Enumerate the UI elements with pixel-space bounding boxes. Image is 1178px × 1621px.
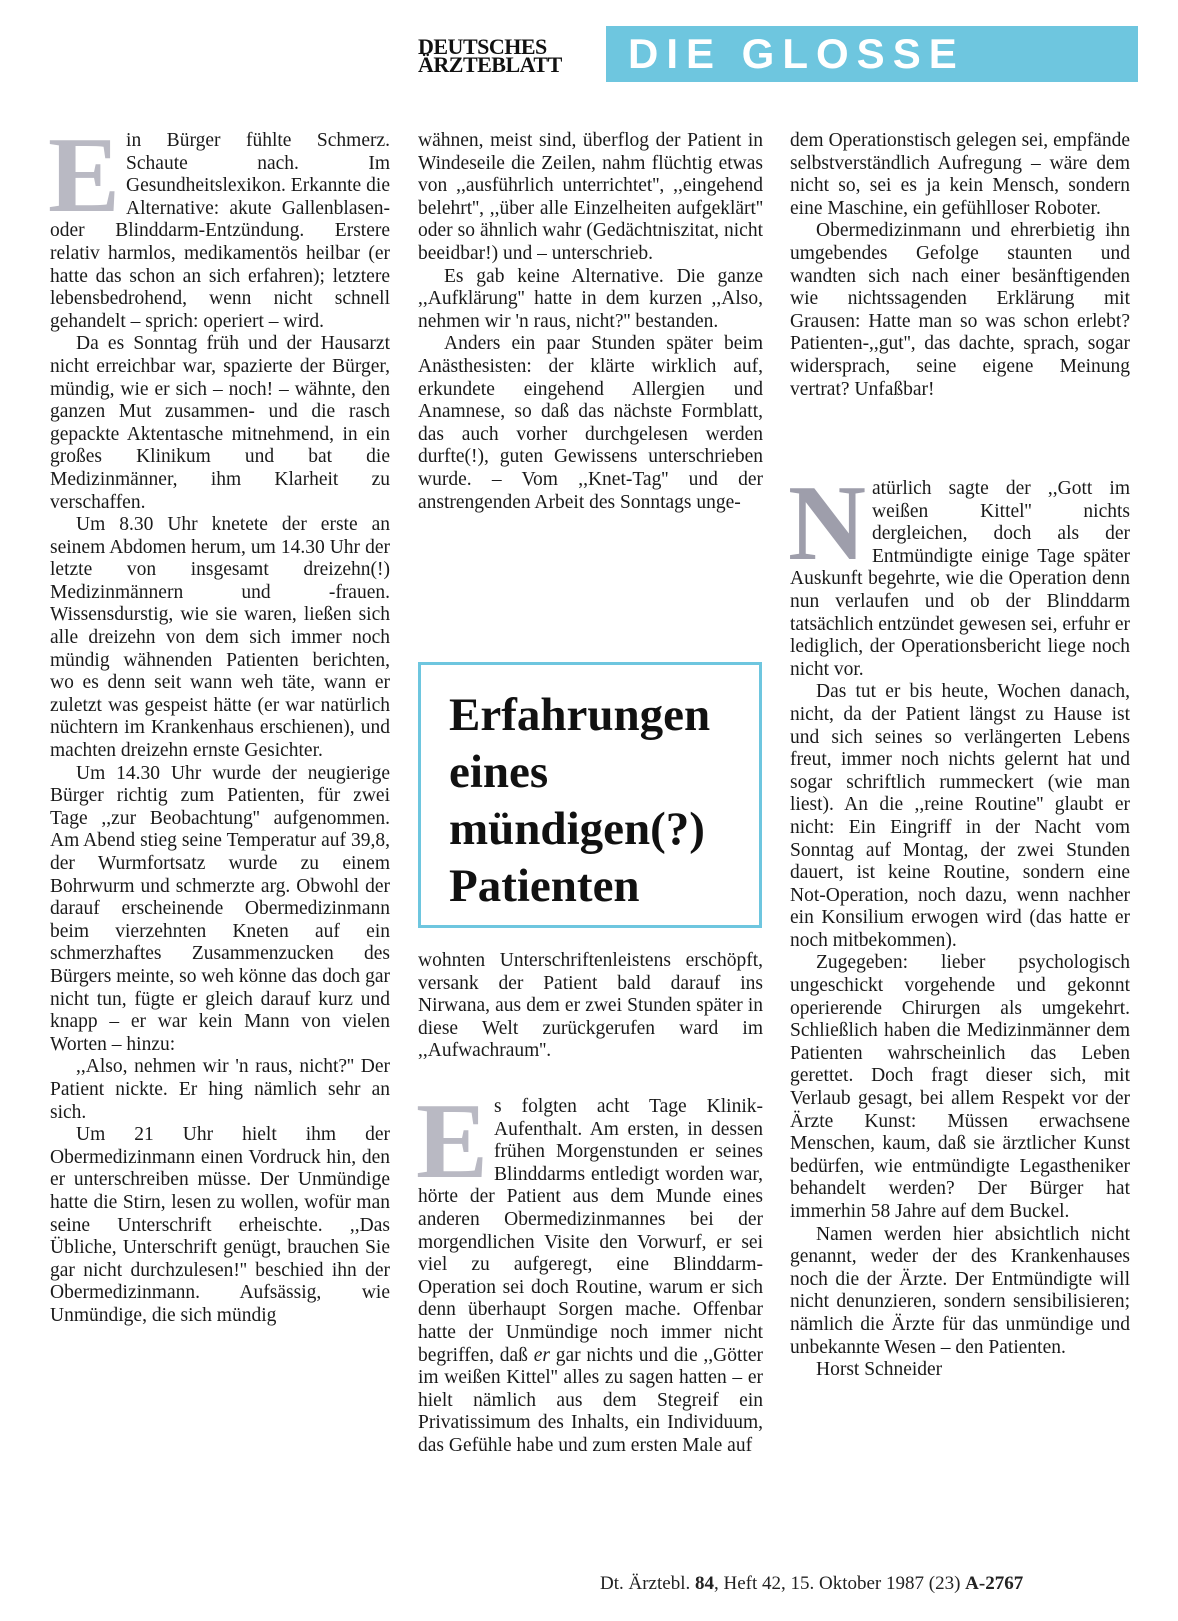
paragraph-text: in Bürger fühlte Schmerz. Schaute nach. Im Gesundheitslexikon. Erkannte die Alternative: akute Gallenblasen- oder Blinddarm-Entzündung. Erstere relativ harmlos, medikamentös heilbar (er hatte das schon an sich erfahren); letztere lebensbedrohend, wenn nicht schnell gehandelt – sprich: operiert – wird. xyxy=(50,130,390,332)
footer-journal: Dt. Ärztebl. xyxy=(600,1573,695,1594)
paragraph xyxy=(788,464,1131,681)
article-title xyxy=(449,687,749,915)
headline-box xyxy=(418,662,762,928)
paragraph: wähnen, meist sind, überflog der Patient in Windeseile die Zeilen, nahm flüchtig etwas von ,,ausführlich unterrichtet'', ,,eingehend belehrt'', ,,über alle Einzelheiten aufgeklärt'' oder so ähnlich wahr (Gedächtniszitat, nicht beeidbar!) und – unterschrieb. xyxy=(418,130,763,264)
footer-page-number: A-2767 xyxy=(965,1573,1024,1594)
logo-line-1: DEUTSCHES xyxy=(418,34,547,59)
title-line: Patienten xyxy=(449,860,640,912)
logo-line-2: ÄRZTEBLATT xyxy=(418,52,562,77)
paragraph: Zugegeben: lieber psychologisch ungeschickt vorgehende und gekonnt operierende Chirurgen als umgekehrt. Schließlich haben die Medizinmänner dem Patienten wahrscheinlich das Leben gerettet. Doch fragt dieser sich, mit Verlaub gesagt, bei allem Respekt vor der Ärzte Kunst: Müssen erwachsene Menschen, kaum, daß sie ärztlicher Kunst bedürfen, wie entmündigte Legastheniker behandelt werden? Der Bürger hat immerhin 58 Jahre auf dem Buckel. xyxy=(790,952,1130,1222)
masthead xyxy=(418,26,1138,82)
paragraph: Um 14.30 Uhr wurde der neugierige Bürger richtig zum Patienten, für zwei Tage ,,zur Beobachtung'' aufgenommen. Am Abend stieg seine Temperatur auf 39,8, der Wurmfortsatz wurde zu einem Bohrwurm und schmerzte arg. Obwohl der darauf erscheinende Obermedizinmann beim vierzehnten Kneten auf ein schmerzhaftes Zusammenzucken des Bürgers meinte, so weh könne das doch gar nicht tun, fügte er gleich darauf kurz und knapp – er war kein Mann von vielen Worten – hinzu: xyxy=(50,762,390,1055)
paragraph xyxy=(48,116,390,333)
journal-logo xyxy=(418,34,562,77)
column-3-top xyxy=(790,130,1130,401)
paragraph: Um 21 Uhr hielt ihm der Obermedizinmann einen Vordruck hin, den er unterschreiben müsse. Der Unmündige hatte die Stirn, lesen zu wollen, wofür man seine Unterschrift erheischte. ,,Das Übliche, Unterschrift genügt, brauchen Sie gar nicht durchzulesen!'' beschied ihn der Obermedizinmann. Aufsässig, wie Unmündige, die sich mündig xyxy=(50,1124,390,1326)
paragraph: Namen werden hier absichtlich nicht genannt, weder der des Krankenhauses noch die der Ärzte. Der Entmündigte will nicht denunzieren, sondern sensibilisieren; nämlich die Ärzte für das unmündige und unbekannte Wesen – den Patienten. xyxy=(790,1223,1130,1358)
paragraph xyxy=(416,1082,764,1458)
paragraph: ,,Also, nehmen wir 'n raus, nicht?'' Der Patient nickte. Er hing nämlich sehr an sich. xyxy=(50,1056,390,1123)
paragraph: Das tut er bis heute, Wochen danach, nicht, da der Patient längst zu Hause ist und sich seines so verlängerten Lebens freut, immer noch nichts gelernt hat und sogar schriftlich rummeckert (wie man liest). An die ,,reine Routine'' glaubt er nicht: Ein Eingriff in der Nacht vom Sonntag auf Montag, der zwei Stunden dauert, ist keine Routine, sondern eine Not-Operation, noch dazu, wenn nachher ein Konsilium erwogen wird (das hatte er noch mitbekommen). xyxy=(790,681,1130,951)
footer-volume: 84 xyxy=(694,1573,714,1594)
paragraph: Obermedizinmann und ehrerbietig ihn umgebendes Gefolge staunten und wandten sich nach einer besänftigenden wie nichtssagenden Erklärung mit Grausen: Hatte man so was schon erlebt? Patienten-,,gut'', das dachte, sprach, sogar widersprach, seine eigene Meinung vertrat? Unfaßbar! xyxy=(790,220,1130,400)
title-line: eines xyxy=(449,746,549,798)
paragraph-text: atürlich sagte der ,,Gott im weißen Kittel'' nichts dergleichen, doch als der Entmündigte einige Tage später Auskunft begehrte, wie die Operation denn nun verlaufen und ob der Blinddarm tatsächlich entzündet gewesen sei, erfuhr er lediglich, der Operationsbericht liege noch nicht vor. xyxy=(790,478,1131,680)
drop-cap: N xyxy=(788,464,866,583)
emphasis: er xyxy=(533,1344,550,1366)
column-2-bottom xyxy=(416,1082,764,1458)
paragraph-text: gar nichts und die ,,Götter im weißen Kittel'' alles zu sagen hatten – er hielt nämlich aus dem Stegreif ein Privatissimum des Inhalts, ein Individuum, das Gefühle habe und zum ersten Male auf xyxy=(418,1344,764,1456)
paragraph-text: s folgten acht Tage Klinik-Aufenthalt. Am ersten, in dessen frühen Morgenstunden er seines Blinddarms entledigt worden war, hörte der Patient aus dem Munde eines anderen Obermedizinmannes bei der morgendlichen Visite den Vorwurf, er sei viel zu aufgeregt, eine Blinddarm-Operation sei doch Routine, warum er sich denn überhaupt Sorgen mache. Offenbar hatte der Unmündige noch immer nicht begriffen, daß xyxy=(418,1096,763,1366)
paragraph: Da es Sonntag früh und der Hausarzt nicht erreichbar war, spazierte der Bürger, mündig, wie er sich – noch! – wähnte, den ganzen Mut zusammen- und die rasch gepackte Aktentasche mitnehmend, in ein großes Klinikum und bat die Medizinmänner, ihm Klarheit zu verschaffen. xyxy=(50,333,390,513)
column-1 xyxy=(48,116,390,1327)
drop-cap: E xyxy=(48,116,121,235)
paragraph: Es gab keine Alternative. Die ganze ,,Aufklärung'' hatte in dem kurzen ,,Also, nehmen wir 'n raus, nicht?'' bestanden. xyxy=(418,265,763,332)
paragraph: dem Operationstisch gelegen sei, empfände selbstverständlich Aufregung – wäre dem nicht so, sei es ja kein Mensch, sondern eine Maschine, ein gefühlloser Roboter. xyxy=(790,130,1130,219)
author-signature: Horst Schneider xyxy=(816,1359,943,1381)
page-footer xyxy=(600,1573,1023,1595)
footer-issue: , Heft 42, 15. Oktober 1987 (23) xyxy=(713,1573,966,1594)
title-line: Erfahrungen xyxy=(449,689,711,741)
paragraph: wohnten Unterschriftenleistens erschöpft, versank der Patient bald darauf ins Nirwana, aus dem er zwei Stunden später in diese Welt zurückgerufen ward im ,,Aufwachraum''. xyxy=(418,950,763,1062)
column-2-middle xyxy=(418,950,763,1063)
drop-cap: E xyxy=(416,1082,489,1201)
title-line: mündigen(?) xyxy=(449,803,705,855)
paragraph: Anders ein paar Stunden später beim Anästhesisten: der klärte wirklich auf, erkundete eingehend Allergien und Anamnese, so daß das nächste Formblatt, das auch vorher durchgelesen werden durfte(!), guten Gewissens unterschrieben wurde. – Vom ,,Knet-Tag'' und der anstrengenden Arbeit des Sonntags unge- xyxy=(418,333,763,513)
paragraph: Um 8.30 Uhr knetete der erste an seinem Abdomen herum, um 14.30 Uhr der letzte von insgesamt dreizehn(!) Medizinmännern und -frauen. Wissensdurstig, wie sie waren, ließen sich alle dreizehn von dem sich immer noch mündig wähnenden Patienten berichten, wo es denn seit wann weh täte, wann er zuletzt was gespeist hätte (er war natürlich nüchtern im Krankenhaus erschienen), und machten dreizehn ernste Gesichter. xyxy=(50,514,390,762)
section-banner: DIE GLOSSE xyxy=(606,26,1138,82)
column-3-bottom xyxy=(788,464,1131,1382)
column-2-top xyxy=(418,130,763,514)
